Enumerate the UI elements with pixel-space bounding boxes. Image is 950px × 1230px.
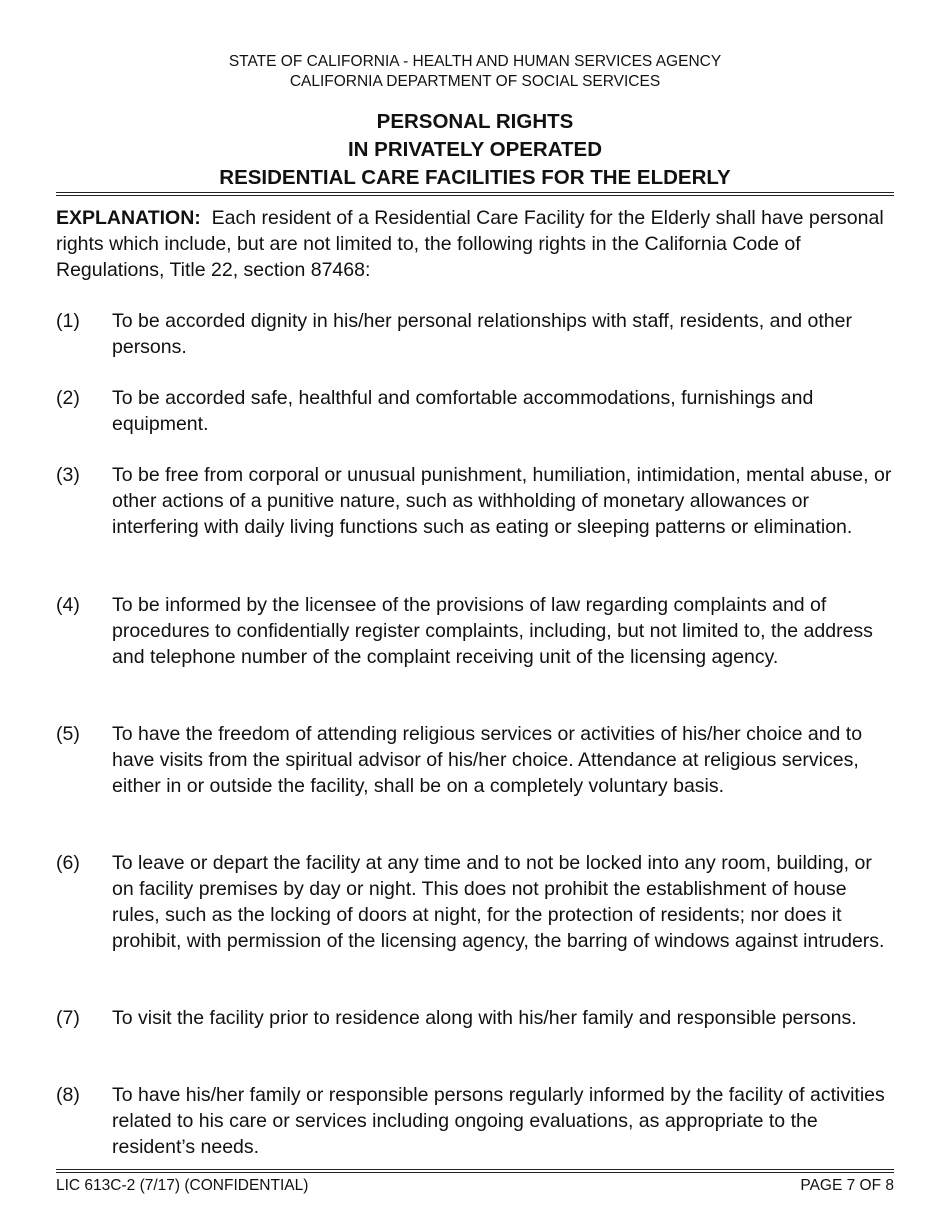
right-text: To be accorded safe, healthful and comfortable accommodations, furnishings and equipment. — [112, 387, 814, 435]
right-text: To visit the facility prior to residence along with his/her family and responsible persons. — [112, 1007, 857, 1029]
title-line-3: RESIDENTIAL CARE FACILITIES FOR THE ELDERLY — [219, 166, 731, 189]
right-text: To leave or depart the facility at any time and to not be locked into any room, building, or on facility premises by day or night. This does not prohibit the establishment of house rules, such as the locking of doors at night, for the protection of residents; nor does it prohibit, with permission of the licensing agency, the barring of windows against intruders. — [112, 852, 885, 952]
explanation-text: Each resident of a Residential Care Facility for the Elderly shall have personal rights which include, but are not limited to, the following rights in the California Code of Regulations, Title 22, section 87468: — [56, 207, 884, 281]
title-rule-bottom — [56, 195, 894, 196]
title-line-1: PERSONAL RIGHTS — [376, 110, 574, 133]
right-number: (8) — [56, 1084, 80, 1106]
right-number: (6) — [56, 852, 80, 874]
agency-line-1: STATE OF CALIFORNIA - HEALTH AND HUMAN SERVICES AGENCY — [228, 53, 722, 70]
right-text: To be accorded dignity in his/her personal relationships with staff, residents, and other persons. — [112, 310, 852, 358]
right-number: (4) — [56, 594, 80, 616]
agency-line-2: CALIFORNIA DEPARTMENT OF SOCIAL SERVICES — [289, 73, 661, 90]
form-id: LIC 613C-2 (7/17) (CONFIDENTIAL) — [56, 1177, 309, 1194]
page-number: PAGE 7 OF 8 — [800, 1177, 894, 1194]
right-number: (7) — [56, 1007, 80, 1029]
footer-rule-top — [56, 1169, 894, 1170]
right-text: To have his/her family or responsible persons regularly informed by the facility of activities related to his care or services including ongoing evaluations, as appropriate to the resident’s needs. — [112, 1084, 885, 1158]
right-number: (1) — [56, 310, 80, 332]
title-line-2: IN PRIVATELY OPERATED — [347, 138, 603, 161]
right-number: (3) — [56, 464, 80, 486]
title-rule-top — [56, 192, 894, 193]
explanation-label: EXPLANATION: — [56, 207, 201, 229]
right-number: (5) — [56, 723, 80, 745]
right-text: To be free from corporal or unusual punishment, humiliation, intimidation, mental abuse, or other actions of a punitive nature, such as withholding of monetary allowances or interfering with daily living functions such as eating or sleeping patterns or elimination. — [112, 464, 892, 538]
right-text: To have the freedom of attending religious services or activities of his/her choice and to have visits from the spiritual advisor of his/her choice. Attendance at religious services, either in or outside the facility, shall be on a completely voluntary basis. — [112, 723, 863, 797]
footer-rule-bottom — [56, 1172, 894, 1173]
right-text: To be informed by the licensee of the provisions of law regarding complaints and of procedures to confidentially register complaints, including, but not limited to, the address and telephone number of the complaint receiving unit of the licensing agency. — [112, 594, 873, 668]
explanation-paragraph — [56, 205, 898, 283]
right-number: (2) — [56, 387, 80, 409]
